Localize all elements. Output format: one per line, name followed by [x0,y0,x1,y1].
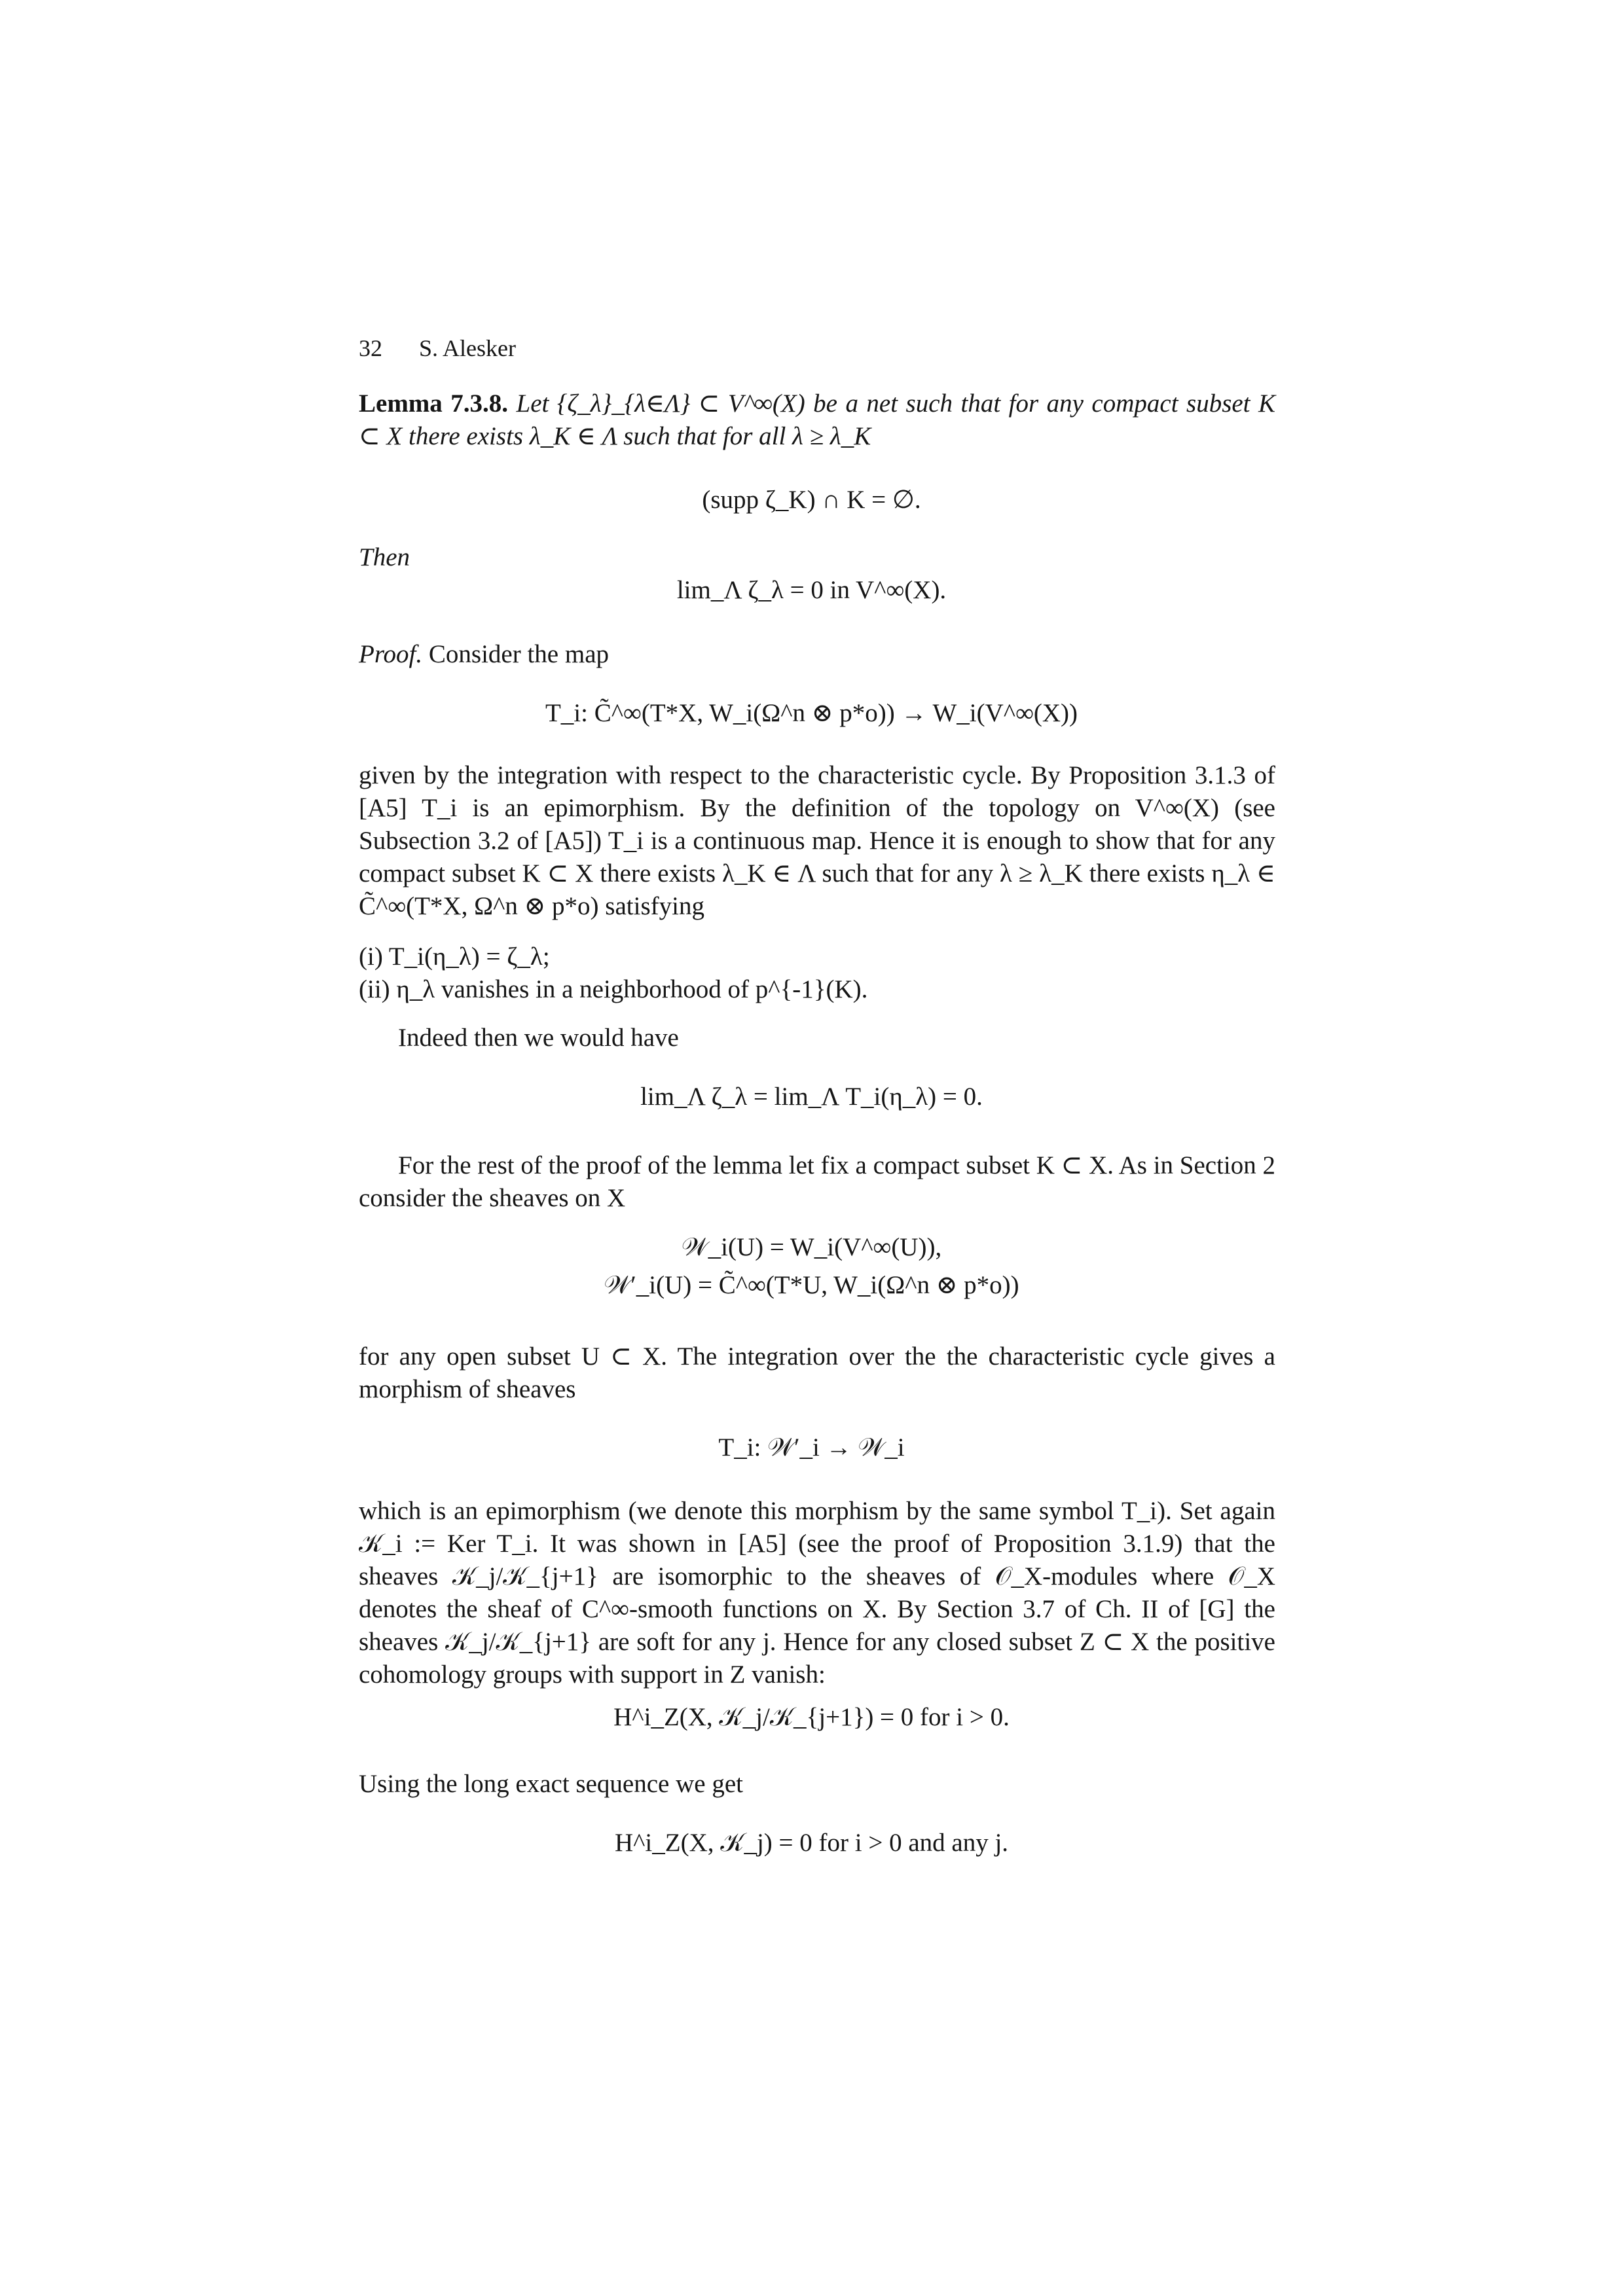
indeed-text: Indeed then we would have [398,1024,679,1052]
author-name: S. Alesker [419,335,516,361]
lemma-label: Lemma 7.3.8. [359,389,509,418]
lemma-statement [359,387,1275,453]
lemma-text: Let {ζ_λ}_{λ∈Λ} ⊂ V^∞(X) be a net such that for any compact subset K ⊂ X there exists λ_K ∈ Λ such that for all λ ≥ λ_K [359,389,1276,450]
equation-cohomology-2: H^i_Z(X, 𝒦_j) = 0 for i > 0 and any j. [614,1829,1009,1857]
running-head [359,331,516,365]
then-label: Then [359,543,410,571]
paragraph-2: For the rest of the proof of the lemma let fix a compact subset K ⊂ X. As in Section 2 consider the sheaves on X [359,1151,1275,1212]
equation-limit: lim_Λ ζ_λ = 0 in V^∞(X). [676,576,947,604]
page-number: 32 [359,335,382,361]
equation-cohomology-1: H^i_Z(X, 𝒦_j/𝒦_{j+1}) = 0 for i > 0. [613,1703,1010,1731]
paragraph-3: for any open subset U ⊂ X. The integration over the the characteristic cycle gives a morphism of sheaves [359,1342,1275,1403]
equation-limit-2: lim_Λ ζ_λ = lim_Λ T_i(η_λ) = 0. [640,1083,983,1111]
paragraph-1: given by the integration with respect to the characteristic cycle. By Proposition 3.1.3 of [A5] T_i is an epimorphism. By the definition of the topology on V^∞(X) (see Subsection 3.2 of [A5]) T_i is a continuous map. Hence it is enough to show that for any compact subset K ⊂ X there exists λ_K ∈ Λ such that for any λ ≥ λ_K there exists η_λ ∈ C̃^∞(T*X, Ω^n ⊗ p*o) satisfying [359,761,1275,920]
condition-i: (i) T_i(η_λ) = ζ_λ; [359,942,550,971]
paragraph-5: Using the long exact sequence we get [359,1770,743,1798]
proof-intro-text: Consider the map [428,640,610,668]
proof-intro [359,637,609,672]
equation-sheaf-2: 𝒲′_i(U) = C̃^∞(T*U, W_i(Ω^n ⊗ p*o)) [604,1271,1019,1299]
equation-map: T_i: C̃^∞(T*X, W_i(Ω^n ⊗ p*o)) → W_i(V^∞(X)) [545,699,1078,727]
paragraph-4: which is an epimorphism (we denote this morphism by the same symbol T_i). Set again 𝒦_i := Ker T_i. It was shown in [A5] (see the proof of Proposition 3.1.9) that the sheaves 𝒦_j/𝒦_{j+1} are isomorphic to the sheaves of 𝒪_X-modules where 𝒪_X denotes the sheaf of C^∞-smooth functions on X. By Section 3.7 of Ch. II of [G] the sheaves 𝒦_j/𝒦_{j+1} are soft for any j. Hence for any closed subset Z ⊂ X the positive cohomology groups with support in Z vanish: [359,1497,1275,1689]
equation-support: (supp ζ_K) ∩ K = ∅. [702,486,921,514]
equation-sheaf-1: 𝒲_i(U) = W_i(V^∞(U)), [681,1233,942,1261]
condition-ii: (ii) η_λ vanishes in a neighborhood of p^{-1}(K). [359,975,868,1003]
proof-label: Proof. [359,640,423,668]
equation-morphism: T_i: 𝒲′_i → 𝒲_i [718,1433,905,1462]
